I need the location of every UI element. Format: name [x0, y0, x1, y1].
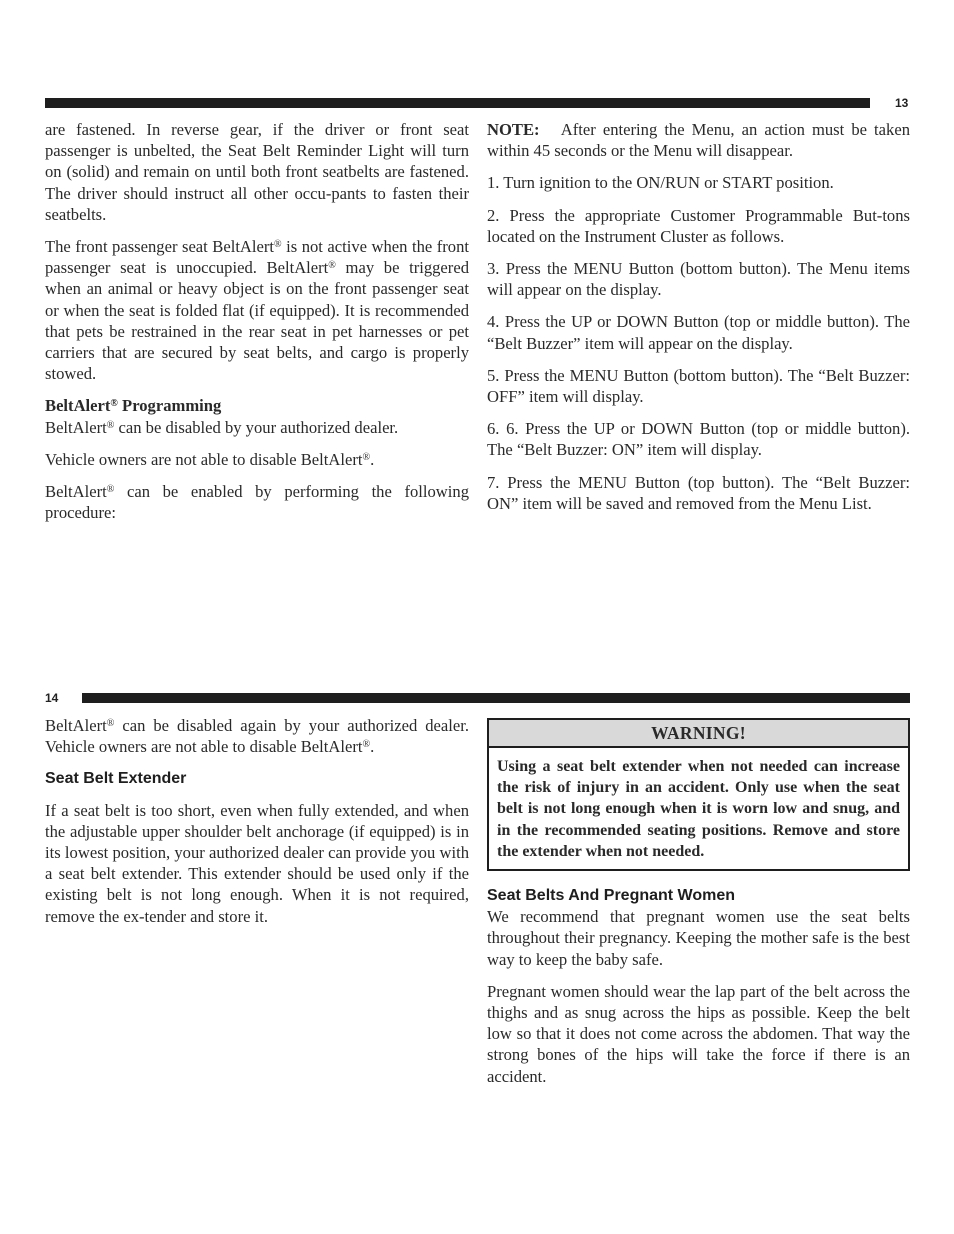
paragraph-disabled-again: BeltAlert® can be disabled again by your authorized dealer. Vehicle owners are not able to disable BeltAlert®.	[45, 716, 469, 757]
page-13-header-bar	[45, 98, 870, 108]
paragraph-owners-cannot-disable: Vehicle owners are not able to disable BeltAlert®.	[45, 449, 375, 469]
step-4: 4. Press the UP or DOWN Button (top or middle button). The “Belt Buzzer” item will appear on the display.	[487, 312, 910, 353]
step-6: 6. 6. Press the UP or DOWN Button (top or middle button). The “Belt Buzzer: ON” item will display.	[487, 419, 910, 460]
step-2: 2. Press the appropriate Customer Programmable But-tons located on the Instrument Cluster as follows.	[487, 205, 910, 246]
paragraph-passenger-beltalert: The front passenger seat BeltAlert® is not active when the front passenger seat is unoccupied. BeltAlert® may be triggered when an animal or heavy object is on the front passenger seat or when the seat is folded flat (if equipped). It is recommended that pets be restrained in the rear seat in pet harnesses or pet carriers that are secured by seat belts, and cargo is properly stowed.	[45, 237, 469, 384]
step-3: 3. Press the MENU Button (bottom button). The Menu items will appear on the display.	[487, 259, 910, 300]
warning-box	[487, 718, 910, 871]
page-number-13: 13	[895, 96, 909, 110]
warning-title: WARNING!	[489, 720, 908, 748]
step-1: 1. Turn ignition to the ON/RUN or START position.	[487, 173, 834, 193]
paragraph-dealer-disable: BeltAlert® can be disabled by your authorized dealer.	[45, 417, 399, 437]
page-number-14: 14	[45, 691, 59, 705]
page-14-header-bar	[82, 693, 910, 703]
step-7: 7. Press the MENU Button (top button). The “Belt Buzzer: ON” item will be saved and removed from the Menu List.	[487, 472, 910, 513]
page-14-right-column	[487, 718, 910, 1098]
note-label: NOTE:	[487, 120, 540, 139]
beltalert-programming-heading: BeltAlert® Programming	[45, 396, 222, 416]
paragraph-enable-procedure: BeltAlert® can be enabled by performing the following procedure:	[45, 482, 469, 523]
paragraph-reverse-gear: are fastened. In reverse gear, if the driver or front seat passenger is unbelted, the Seat Belt Reminder Light will turn on (solid) and remain on until both front seatbelts are fastened. The driver should instruct all other occu-pants to fasten their seatbelts.	[45, 120, 469, 224]
warning-text: Using a seat belt extender when not needed can increase the risk of injury in an accident. Only use when the seat belt is not long enough when it is worn low and snug, and in the recommended seating positions. Remove and store the extender when not needed.	[497, 758, 900, 860]
note-paragraph: NOTE: After entering the Menu, an action must be taken within 45 seconds or the Menu will disappear.	[487, 120, 910, 161]
pregnant-women-heading: Seat Belts And Pregnant Women	[487, 887, 736, 905]
page-13-left-column	[45, 119, 469, 534]
paragraph-pregnant-2: Pregnant women should wear the lap part of the belt across the thighs and as snug across the hips as possible. Keep the belt low so that it does not come across the abdomen. That way the strong bones of the hips will take the force if there is an accident.	[487, 981, 910, 1086]
seat-belt-extender-heading: Seat Belt Extender	[45, 770, 187, 788]
page-13-right-column	[487, 119, 910, 525]
paragraph-extender: If a seat belt is too short, even when fully extended, and when the adjustable upper shoulder belt anchorage (if equipped) is in its lowest position, your authorized dealer can provide you with a seat belt extender. This extender should be used only if the existing belt is not long enough. When it is not required, remove the ex-tender and store it.	[45, 800, 469, 926]
page-14-left-column	[45, 715, 469, 938]
step-5: 5. Press the MENU Button (bottom button). The “Belt Buzzer: OFF” item will display.	[487, 365, 910, 407]
paragraph-pregnant-1: We recommend that pregnant women use the seat belts throughout their pregnancy. Keeping the mother safe is the best way to keep the baby safe.	[487, 907, 910, 969]
